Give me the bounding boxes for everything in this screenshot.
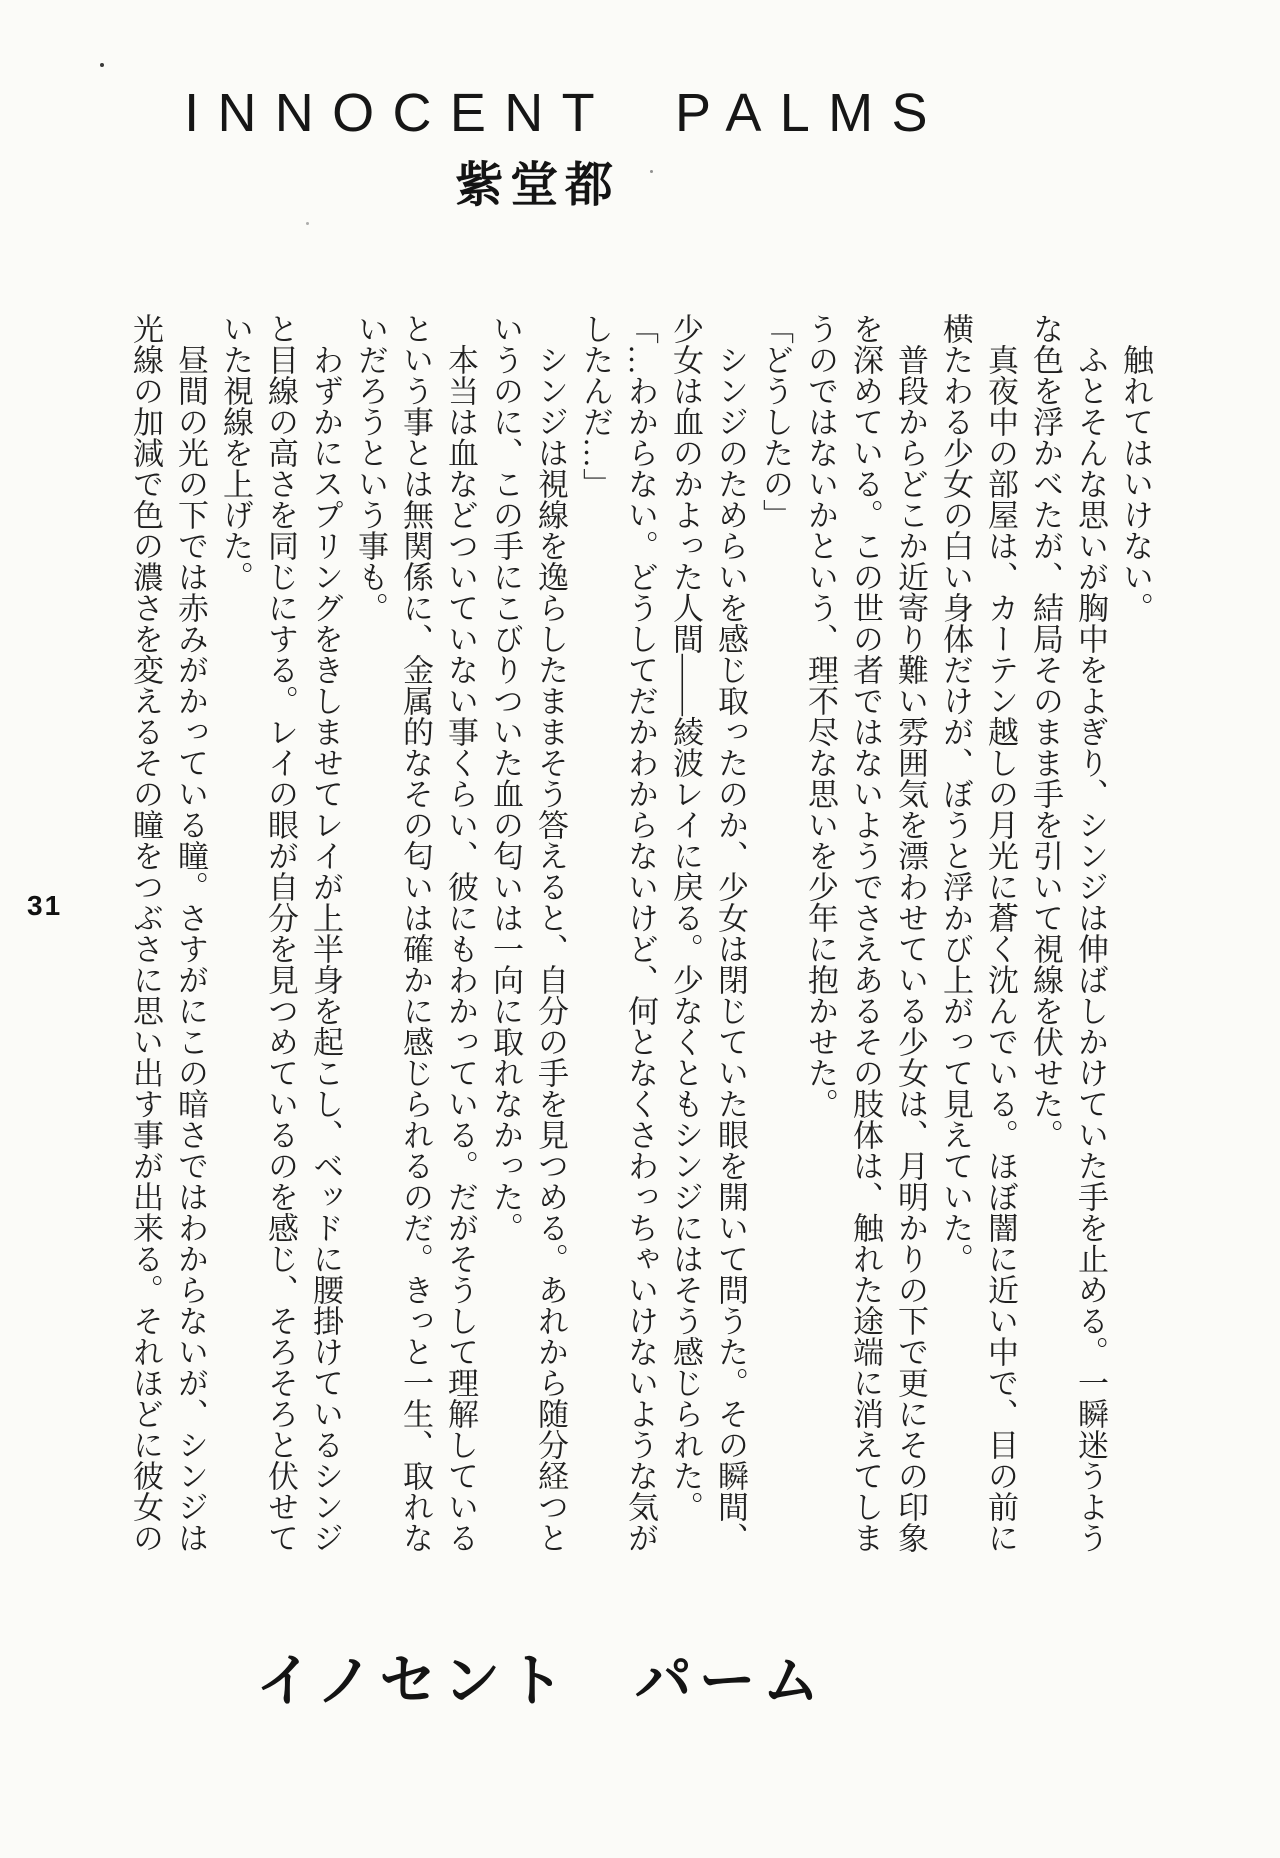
text-column: 触れてはいけない。	[1118, 344, 1153, 623]
text-column: な色を浮かべたが、結局そのまま手を引いて視線を伏せた。	[1028, 313, 1063, 1150]
text-column: 光線の加減で色の濃さを変えるその瞳をつぶさに思い出す事が出来る。それほどに彼女の	[128, 313, 163, 1553]
text-column: わずかにスプリングをきしませてレイが上半身を起こし、ベッドに腰掛けているシンジ	[308, 344, 343, 1553]
text-column: 横たわる少女の白い身体だけが、ぼうと浮かび上がって見えていた。	[938, 313, 973, 1274]
text-column: 真夜中の部屋は、カーテン越しの月光に蒼く沈んでいる。ほぼ闇に近い中で、目の前に	[983, 344, 1018, 1553]
text-column: 普段からどこか近寄り難い雰囲気を漂わせている少女は、月明かりの下で更にその印象	[893, 344, 928, 1553]
text-column: いだろうという事も。	[353, 313, 388, 623]
page-title: INNOCENT PALMS	[184, 83, 946, 143]
text-column: シンジは視線を逸らしたままそう答えると、自分の手を見つめる。あれから随分経つと	[533, 344, 568, 1553]
page-number: 31	[27, 890, 63, 921]
text-column: と目線の高さを同じにする。レイの眼が自分を見つめているのを感じ、そろそろと伏せて	[263, 313, 298, 1553]
scan-speck	[100, 63, 104, 67]
text-column: 本当は血などついていない事くらい、彼にもわかっている。だがそうして理解している	[443, 344, 478, 1553]
text-column: 「…わからない。どうしてだかわからないけど、何となくさわっちゃいけないような気が	[623, 313, 658, 1553]
text-column: いた視線を上げた。	[218, 313, 253, 592]
text-column: シンジのためらいを感じ取ったのか、少女は閉じていた眼を開いて問うた。その瞬間、	[713, 344, 748, 1553]
text-column: 少女は血のかよった人間――綾波レイに戻る。少なくともシンジにはそう感じられた。	[668, 313, 703, 1522]
author-name: 紫堂都	[455, 159, 620, 212]
footer-title: イノセント パーム	[255, 1649, 827, 1713]
story-text-block	[123, 313, 1158, 1561]
scan-speck	[306, 222, 309, 225]
text-column: したんだ…」	[578, 313, 613, 499]
scan-speck	[650, 170, 653, 173]
text-column: いうのに、この手にこびりついた血の匂いは一向に取れなかった。	[488, 313, 523, 1243]
text-column: うのではないかという、理不尽な思いを少年に抱かせた。	[803, 313, 838, 1119]
text-column: という事とは無関係に、金属的なその匂いは確かに感じられるのだ。きっと一生、取れな	[398, 313, 433, 1553]
text-column: ふとそんな思いが胸中をよぎり、シンジは伸ばしかけていた手を止める。一瞬迷うよう	[1073, 344, 1108, 1553]
text-column: 「どうしたの」	[758, 313, 793, 530]
text-column: を深めている。この世の者ではないようでさえあるその肢体は、触れた途端に消えてしま	[848, 313, 883, 1553]
text-column: 昼間の光の下では赤みがかっている瞳。さすがにこの暗さではわからないが、シンジは	[173, 344, 208, 1553]
